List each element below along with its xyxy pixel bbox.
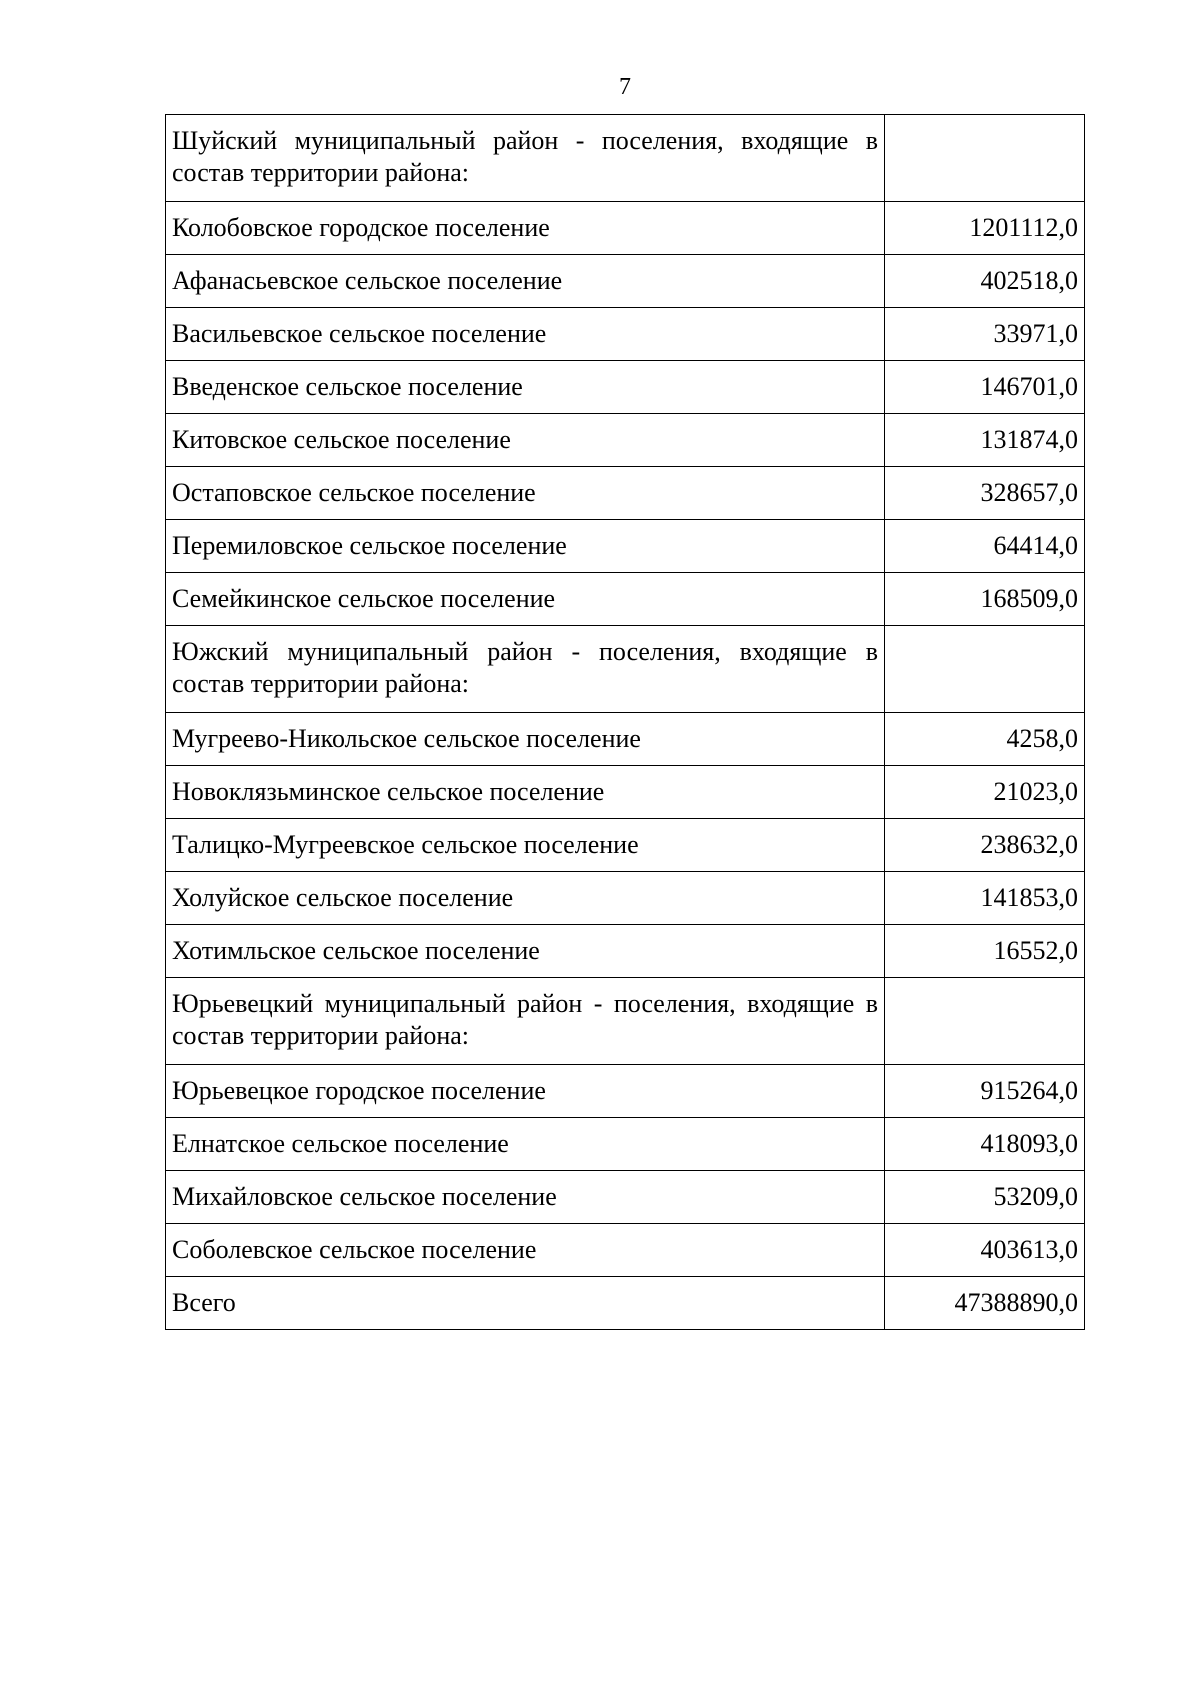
settlement-value: 418093,0 bbox=[885, 1118, 1085, 1171]
table-row bbox=[166, 1171, 1085, 1224]
settlement-value: 1201112,0 bbox=[885, 202, 1085, 255]
settlement-value: 64414,0 bbox=[885, 520, 1085, 573]
settlement-name: Талицко-Мугреевское сельское поселение bbox=[166, 819, 885, 872]
table-row bbox=[166, 202, 1085, 255]
settlement-name: Семейкинское сельское поселение bbox=[166, 573, 885, 626]
settlement-value: 21023,0 bbox=[885, 766, 1085, 819]
district-header-row bbox=[166, 115, 1085, 202]
settlement-value: 328657,0 bbox=[885, 467, 1085, 520]
table-row bbox=[166, 573, 1085, 626]
table-row bbox=[166, 819, 1085, 872]
total-row bbox=[166, 1277, 1085, 1330]
settlement-value: 33971,0 bbox=[885, 308, 1085, 361]
settlement-name: Колобовское городское поселение bbox=[166, 202, 885, 255]
settlement-name: Елнатское сельское поселение bbox=[166, 1118, 885, 1171]
total-label: Всего bbox=[166, 1277, 885, 1330]
settlement-value: 238632,0 bbox=[885, 819, 1085, 872]
settlement-value: 915264,0 bbox=[885, 1065, 1085, 1118]
settlement-value: 16552,0 bbox=[885, 925, 1085, 978]
table-row bbox=[166, 1065, 1085, 1118]
settlement-value: 146701,0 bbox=[885, 361, 1085, 414]
settlement-name: Мугреево-Никольское сельское поселение bbox=[166, 713, 885, 766]
table-row bbox=[166, 872, 1085, 925]
district-name: Шуйский муниципальный район - поселения, входящие в состав территории района: bbox=[166, 115, 885, 202]
settlement-name: Афанасьевское сельское поселение bbox=[166, 255, 885, 308]
settlement-name: Введенское сельское поселение bbox=[166, 361, 885, 414]
settlement-name: Перемиловское сельское поселение bbox=[166, 520, 885, 573]
table-row bbox=[166, 925, 1085, 978]
district-value bbox=[885, 978, 1085, 1065]
settlements-table bbox=[165, 114, 1085, 1330]
settlement-value: 403613,0 bbox=[885, 1224, 1085, 1277]
settlement-value: 402518,0 bbox=[885, 255, 1085, 308]
table-row bbox=[166, 766, 1085, 819]
district-name: Юрьевецкий муниципальный район - поселения, входящие в состав территории района: bbox=[166, 978, 885, 1065]
table-row bbox=[166, 308, 1085, 361]
table-row bbox=[166, 520, 1085, 573]
district-value bbox=[885, 115, 1085, 202]
settlement-name: Михайловское сельское поселение bbox=[166, 1171, 885, 1224]
settlement-value: 141853,0 bbox=[885, 872, 1085, 925]
settlement-name: Китовское сельское поселение bbox=[166, 414, 885, 467]
settlement-name: Соболевское сельское поселение bbox=[166, 1224, 885, 1277]
total-value: 47388890,0 bbox=[885, 1277, 1085, 1330]
page-number: 7 bbox=[619, 74, 631, 100]
table-row bbox=[166, 1224, 1085, 1277]
district-header-row bbox=[166, 626, 1085, 713]
settlement-value: 131874,0 bbox=[885, 414, 1085, 467]
district-header-row bbox=[166, 978, 1085, 1065]
settlement-value: 4258,0 bbox=[885, 713, 1085, 766]
table-row bbox=[166, 361, 1085, 414]
table-row bbox=[166, 713, 1085, 766]
settlement-value: 53209,0 bbox=[885, 1171, 1085, 1224]
settlement-name: Хотимльское сельское поселение bbox=[166, 925, 885, 978]
settlement-name: Новоклязьминское сельское поселение bbox=[166, 766, 885, 819]
district-name: Южский муниципальный район - поселения, входящие в состав территории района: bbox=[166, 626, 885, 713]
table-row bbox=[166, 1118, 1085, 1171]
settlement-value: 168509,0 bbox=[885, 573, 1085, 626]
district-value bbox=[885, 626, 1085, 713]
settlement-name: Васильевское сельское поселение bbox=[166, 308, 885, 361]
settlement-name: Юрьевецкое городское поселение bbox=[166, 1065, 885, 1118]
table-row bbox=[166, 467, 1085, 520]
table-row bbox=[166, 414, 1085, 467]
settlement-name: Холуйское сельское поселение bbox=[166, 872, 885, 925]
table-body bbox=[166, 115, 1085, 1330]
settlement-name: Остаповское сельское поселение bbox=[166, 467, 885, 520]
table-row bbox=[166, 255, 1085, 308]
